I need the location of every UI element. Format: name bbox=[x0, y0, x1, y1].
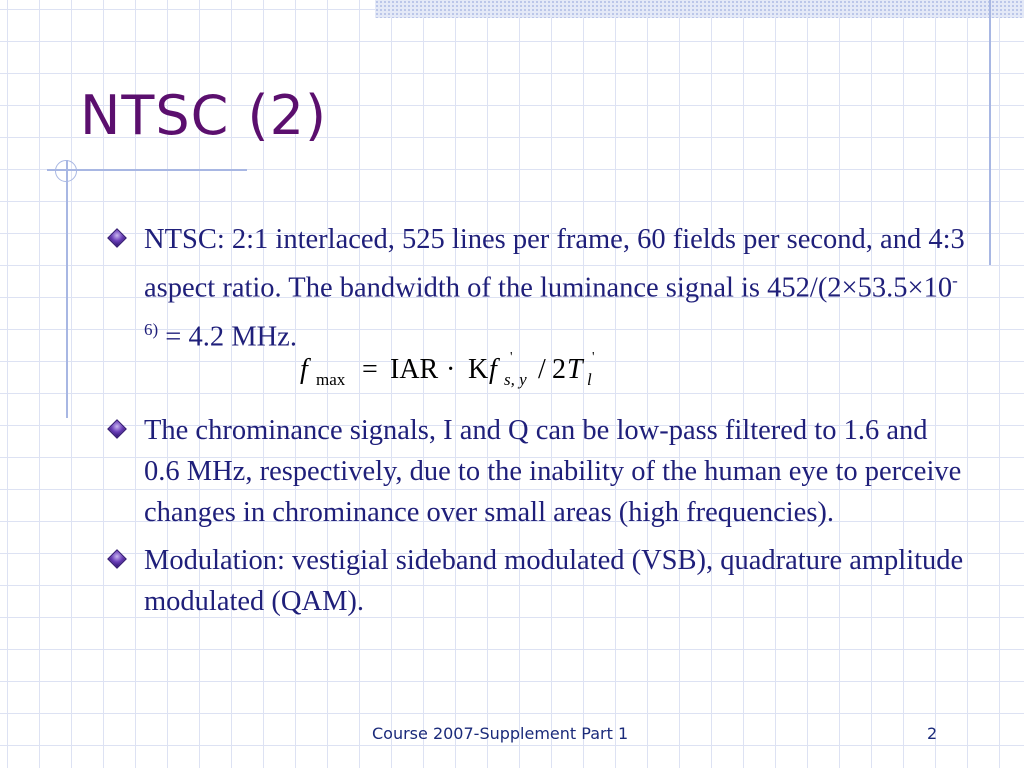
bullet-text: The chrominance signals, I and Q can be low-pass filtered to 1.6 and 0.6 MHz, respectively, due to the inability of the human eye to perceive changes in chrominance over small areas (high frequencies). bbox=[144, 415, 962, 528]
formula-subscript-sy: s, y bbox=[504, 370, 527, 389]
corner-circle-ornament bbox=[55, 160, 77, 182]
formula-equals: = bbox=[362, 354, 378, 385]
bullet-list bbox=[108, 219, 968, 622]
formula-subscript-max: max bbox=[316, 370, 346, 389]
bullet-item-chrominance bbox=[108, 410, 968, 533]
formula-iar: IAR bbox=[390, 354, 439, 385]
formula-prime-1: ' bbox=[510, 350, 513, 365]
formula-f: f bbox=[300, 354, 308, 385]
bullet-text-end: = 4.2 MHz. bbox=[158, 321, 297, 352]
formula-subscript-l: l bbox=[587, 370, 592, 389]
formula-slash: / bbox=[538, 354, 546, 385]
title-underline-rule bbox=[47, 169, 247, 171]
formula-f-prime: f bbox=[489, 354, 497, 385]
exponent-text: -6) bbox=[144, 271, 958, 339]
bullet-text: Modulation: vestigial sideband modulated (VSB), quadrature amplitude modulated (QAM). bbox=[144, 545, 964, 617]
top-decorative-band bbox=[375, 0, 1024, 18]
bandwidth-formula bbox=[300, 350, 600, 394]
bullet-item-modulation bbox=[108, 540, 968, 622]
bullet-text: NTSC: 2:1 interlaced, 525 lines per frame, 60 fields per second, and 4:3 aspect ratio. The bandwidth of the luminance signal is 452/(2×53.5×10 bbox=[144, 224, 965, 304]
formula-t: T bbox=[567, 354, 583, 385]
right-vertical-rule bbox=[989, 0, 991, 265]
footer-course: Course 2007-Supplement Part 1 bbox=[372, 724, 629, 743]
diamond-bullet-icon bbox=[107, 549, 127, 569]
diamond-bullet-icon bbox=[107, 419, 127, 439]
left-vertical-rule bbox=[66, 160, 68, 418]
formula-dot: · bbox=[446, 354, 456, 385]
formula-k: K bbox=[468, 354, 489, 385]
footer-page-number: 2 bbox=[927, 724, 938, 743]
diamond-bullet-icon bbox=[107, 228, 127, 248]
slide-title: NTSC (2) bbox=[80, 84, 328, 147]
formula-prime-2: ' bbox=[592, 350, 595, 365]
formula-two: 2 bbox=[552, 354, 566, 385]
